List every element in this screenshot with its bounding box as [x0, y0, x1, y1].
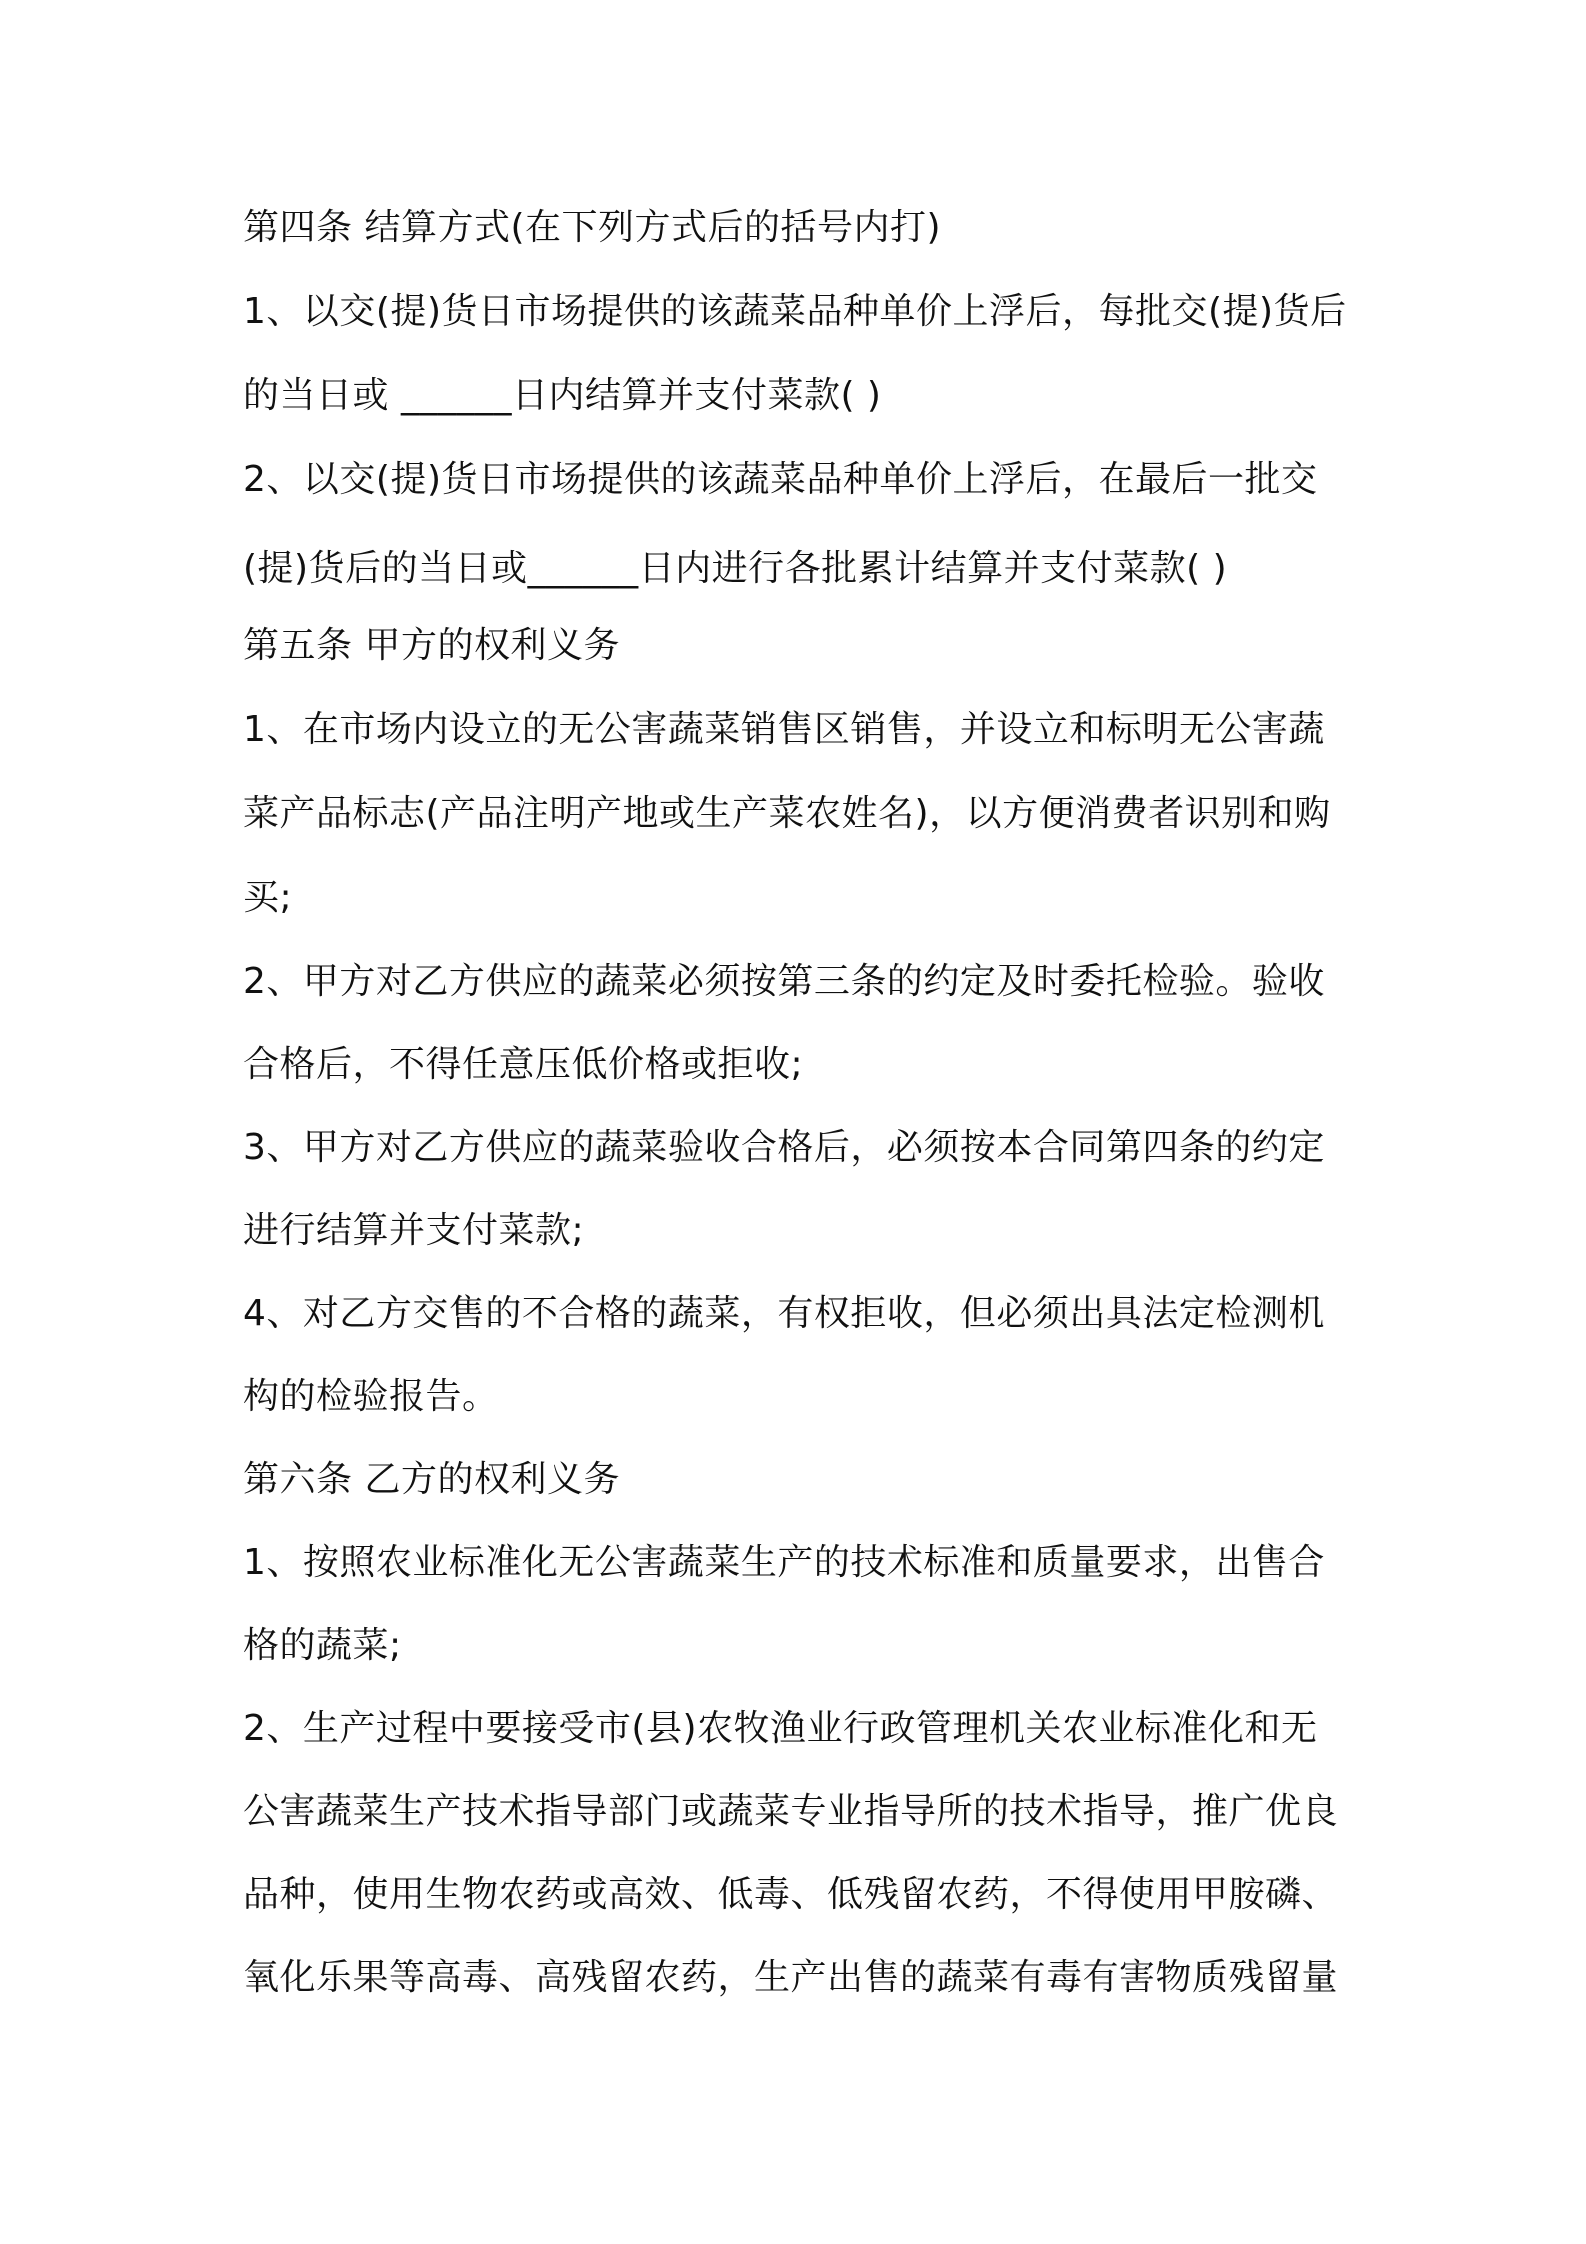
article-6-item-1-line-2: 格的蔬菜; — [243, 1625, 402, 1666]
article-6-item-2-line-4: 氧化乐果等高毒、高残留农药，生产出售的蔬菜有毒有害物质残留量 — [243, 1957, 1339, 1998]
article-4-item-2-line-1: 2、以交(提)货日市场提供的该蔬菜品种单价上浮后，在最后一批交 — [243, 459, 1318, 500]
article-5-item-2-line-2: 合格后，不得任意压低价格或拒收; — [243, 1044, 804, 1085]
article-6-item-1-line-1: 1、按照农业标准化无公害蔬菜生产的技术标准和质量要求，出售合 — [243, 1542, 1325, 1583]
article-4-item-2-line-2: (提)货后的当日或______日内进行各批累计结算并支付菜款( ) — [243, 548, 1228, 589]
article-5-item-2-line-1: 2、甲方对乙方供应的蔬菜必须按第三条的约定及时委托检验。验收 — [243, 961, 1325, 1002]
article-4-item-1-line-1: 1、以交(提)货日市场提供的该蔬菜品种单价上浮后，每批交(提)货后 — [243, 291, 1347, 332]
article-5-item-1-line-3: 买; — [243, 877, 293, 918]
article-4-item-1-line-2: 的当日或 ______日内结算并支付菜款( ) — [243, 375, 882, 416]
article-6-heading: 第六条 乙方的权利义务 — [243, 1459, 620, 1500]
article-5-heading: 第五条 甲方的权利义务 — [243, 625, 620, 666]
article-5-item-4-line-2: 构的检验报告。 — [243, 1376, 499, 1417]
article-5-item-3-line-1: 3、甲方对乙方供应的蔬菜验收合格后，必须按本合同第四条的约定 — [243, 1127, 1325, 1168]
article-6-item-2-line-1: 2、生产过程中要接受市(县)农牧渔业行政管理机关农业标准化和无 — [243, 1708, 1318, 1749]
article-5-item-4-line-1: 4、对乙方交售的不合格的蔬菜，有权拒收，但必须出具法定检测机 — [243, 1293, 1325, 1334]
article-6-item-2-line-2: 公害蔬菜生产技术指导部门或蔬菜专业指导所的技术指导，推广优良 — [243, 1791, 1339, 1832]
article-6-item-2-line-3: 品种，使用生物农药或高效、低毒、低残留农药，不得使用甲胺磷、 — [243, 1874, 1339, 1915]
article-5-item-1-line-2: 菜产品标志(产品注明产地或生产菜农姓名)，以方便消费者识别和购 — [243, 793, 1331, 834]
article-5-item-3-line-2: 进行结算并支付菜款; — [243, 1210, 585, 1251]
article-5-item-1-line-1: 1、在市场内设立的无公害蔬菜销售区销售，并设立和标明无公害蔬 — [243, 709, 1325, 750]
article-4-heading: 第四条 结算方式(在下列方式后的括号内打) — [243, 207, 942, 248]
